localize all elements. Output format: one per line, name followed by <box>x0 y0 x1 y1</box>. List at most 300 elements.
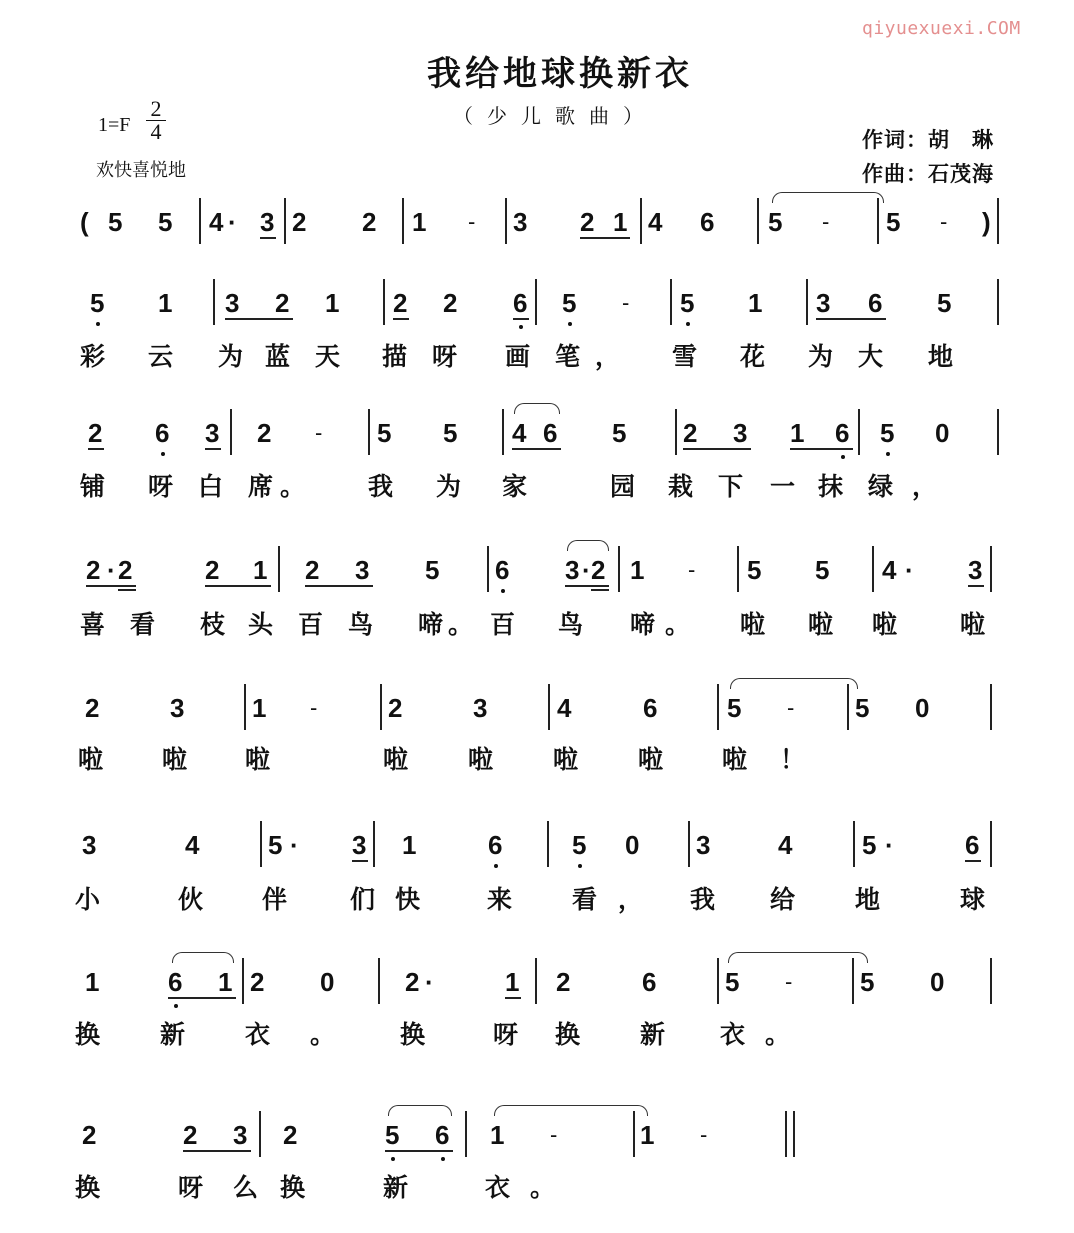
barline <box>535 958 537 1004</box>
note: 3 <box>816 288 831 318</box>
underline <box>505 997 521 999</box>
augmentation-dot: · <box>290 830 299 860</box>
barline <box>505 198 507 244</box>
barline <box>383 279 385 325</box>
slur-arc <box>172 952 234 963</box>
lyric-char: 啦 <box>245 745 271 774</box>
lyric-char: 伙 <box>178 885 204 914</box>
slur-arc <box>567 540 609 551</box>
note: 2 <box>82 1120 97 1150</box>
lyric-char: 蓝 <box>265 342 291 371</box>
barline <box>378 958 380 1004</box>
note: 5 <box>425 555 440 585</box>
lyric-char: 为 <box>436 472 462 501</box>
underline <box>260 237 276 239</box>
lyric-char: 新 <box>383 1173 409 1202</box>
note: 2 <box>257 418 272 448</box>
time-signature <box>146 98 166 143</box>
note: 0 <box>625 830 640 860</box>
augmentation-dot: · <box>582 555 591 585</box>
lyric-char: 啦 <box>383 745 409 774</box>
song-title: 我给地球换新衣 <box>427 54 693 94</box>
lyric-char: 伴 <box>262 885 288 914</box>
note: 2 <box>292 207 307 237</box>
lyric-char: 快 <box>395 885 421 914</box>
lyric-char: 啦 <box>722 745 748 774</box>
lyric-char: 画 <box>505 342 531 371</box>
barline <box>368 409 370 455</box>
beam-underline <box>385 1150 453 1152</box>
note: 3 <box>968 555 983 585</box>
note: 6 <box>700 207 715 237</box>
note: 4 <box>557 693 572 723</box>
note: 6 <box>642 967 657 997</box>
lyric-char: 啦 <box>740 610 766 639</box>
tie-arc <box>494 1105 648 1116</box>
beam-underline <box>512 448 561 450</box>
barline <box>502 409 504 455</box>
lyric-char: 给 <box>770 885 796 914</box>
note: 5 <box>572 830 587 860</box>
octave-low-dot <box>161 452 165 456</box>
note: 6 <box>488 830 503 860</box>
lyric-char: 啦 <box>78 745 104 774</box>
octave-low-dot <box>841 455 845 459</box>
note: ( <box>80 207 89 237</box>
note: 5 <box>860 967 875 997</box>
final-barline <box>785 1111 795 1157</box>
lyric-char: 彩 <box>80 342 106 371</box>
barline <box>853 821 855 867</box>
note: 4 <box>185 830 200 860</box>
barline <box>717 684 719 730</box>
lyric-char: 新 <box>160 1020 186 1049</box>
note: 5 <box>768 207 783 237</box>
note: 5 <box>108 207 123 237</box>
sustain-dash: - <box>822 209 830 234</box>
note: 6 <box>868 288 883 318</box>
sustain-dash: - <box>688 557 696 582</box>
lyric-char: 。 <box>448 610 474 639</box>
lyric-char: 家 <box>502 472 528 501</box>
barline <box>380 684 382 730</box>
lyric-char: 雪 <box>672 342 698 371</box>
note: 4 <box>882 555 897 585</box>
lyric-char: 啦 <box>638 745 664 774</box>
lyric-char: 看 <box>130 610 156 639</box>
lyric-char: 地 <box>928 342 954 371</box>
note: 1 <box>613 207 628 237</box>
barline <box>260 821 262 867</box>
tie-arc <box>728 952 868 963</box>
barline <box>990 546 992 592</box>
octave-low-dot <box>686 322 690 326</box>
lyricist-credit: 作词：胡 琳 <box>862 127 994 152</box>
note: 4 <box>512 418 527 448</box>
note: 1 <box>640 1120 655 1150</box>
note: 5 <box>377 418 392 448</box>
lyric-char: 枝 <box>200 610 226 639</box>
note: 5 <box>612 418 627 448</box>
note: 5 <box>90 288 105 318</box>
site-watermark: qiyuexuexi.COM <box>862 18 1021 39</box>
note: 2 <box>85 693 100 723</box>
note: 3 <box>696 830 711 860</box>
beam-underline <box>168 997 236 999</box>
note: 2 <box>393 288 408 318</box>
octave-low-dot <box>391 1157 395 1161</box>
key-signature: 1=F <box>98 114 131 136</box>
lyric-char: 么 <box>233 1173 259 1202</box>
underline <box>393 318 409 320</box>
note: 2 <box>388 693 403 723</box>
note: 5 <box>886 207 901 237</box>
lyric-char: ， <box>595 342 621 371</box>
note: 6 <box>155 418 170 448</box>
octave-low-dot <box>886 452 890 456</box>
time-numerator: 2 <box>146 98 166 121</box>
beam-underline <box>305 585 373 587</box>
note: 2 <box>86 555 101 585</box>
lyric-char: 铺 <box>80 472 106 501</box>
lyric-char: 栽 <box>668 472 694 501</box>
note: 1 <box>630 555 645 585</box>
underline <box>968 585 984 587</box>
barline <box>858 409 860 455</box>
tie-arc <box>772 192 884 203</box>
lyric-char: 小 <box>75 885 101 914</box>
note: 0 <box>935 418 950 448</box>
lyric-char: 为 <box>808 342 834 371</box>
octave-low-dot <box>96 322 100 326</box>
barline <box>535 279 537 325</box>
barline <box>670 279 672 325</box>
sustain-dash: - <box>468 209 476 234</box>
note: 2 <box>683 418 698 448</box>
note: 2 <box>591 555 606 585</box>
lyric-char: 园 <box>610 472 636 501</box>
note: 2 <box>362 207 377 237</box>
sustain-dash: - <box>787 695 795 720</box>
note: 6 <box>543 418 558 448</box>
augmentation-dot: · <box>905 555 914 585</box>
note: 1 <box>325 288 340 318</box>
lyric-char: 笔 <box>555 342 581 371</box>
underline <box>205 448 221 450</box>
note: 3 <box>355 555 370 585</box>
octave-low-dot <box>519 325 523 329</box>
lyric-char: 抹 <box>818 472 844 501</box>
lyric-char: 为 <box>218 342 244 371</box>
note: 3 <box>565 555 580 585</box>
note: 3 <box>260 207 275 237</box>
lyric-char: 地 <box>855 885 881 914</box>
note: 3 <box>205 418 220 448</box>
lyric-char: 呀 <box>432 342 458 371</box>
barline <box>373 821 375 867</box>
barline <box>487 546 489 592</box>
lyric-char: 衣 <box>245 1020 271 1049</box>
lyric-char: 云 <box>148 342 174 371</box>
note: 2 <box>556 967 571 997</box>
note: 1 <box>218 967 233 997</box>
augmentation-dot: · <box>425 967 434 997</box>
lyric-char: 大 <box>858 342 884 371</box>
barline <box>852 958 854 1004</box>
sustain-dash: - <box>785 969 793 994</box>
lyric-char: 看 <box>572 885 598 914</box>
lyric-char: 喜 <box>80 610 106 639</box>
lyric-char: 换 <box>400 1020 426 1049</box>
lyric-char: 换 <box>75 1020 101 1049</box>
octave-low-dot <box>568 322 572 326</box>
sustain-dash: - <box>622 290 630 315</box>
barline <box>278 546 280 592</box>
barline <box>757 198 759 244</box>
note: 1 <box>158 288 173 318</box>
note: 6 <box>643 693 658 723</box>
octave-low-dot <box>494 864 498 868</box>
note: 3 <box>733 418 748 448</box>
lyric-char: 席 <box>248 472 274 501</box>
note: 4 <box>209 207 224 237</box>
lyric-char: 我 <box>690 885 716 914</box>
note: 5 <box>727 693 742 723</box>
barline <box>997 279 999 325</box>
lyric-char: 啦 <box>468 745 494 774</box>
note: 5 <box>562 288 577 318</box>
underline <box>88 448 104 450</box>
octave-low-dot <box>174 1004 178 1008</box>
lyric-char: 。 <box>665 610 691 639</box>
barline <box>230 409 232 455</box>
note: 2 <box>580 207 595 237</box>
sustain-dash: - <box>550 1122 558 1147</box>
note: 5 <box>937 288 952 318</box>
note: 1 <box>252 693 267 723</box>
lyric-char: ， <box>912 472 938 501</box>
note: 5 <box>815 555 830 585</box>
note: 3 <box>233 1120 248 1150</box>
beam-underline <box>86 585 136 587</box>
note: 6 <box>965 830 980 860</box>
note: 2 <box>118 555 133 585</box>
sustain-dash: - <box>700 1122 708 1147</box>
note: 1 <box>790 418 805 448</box>
barline <box>547 821 549 867</box>
note: 1 <box>412 207 427 237</box>
barline <box>548 684 550 730</box>
lyric-char: 衣 <box>485 1173 511 1202</box>
barline <box>990 684 992 730</box>
underline <box>965 860 981 862</box>
lyric-char: 鸟 <box>348 610 374 639</box>
beam-underline <box>790 448 853 450</box>
barline <box>990 958 992 1004</box>
sustain-dash: - <box>940 209 948 234</box>
note: 3 <box>352 830 367 860</box>
lyric-char: 天 <box>315 342 341 371</box>
note: 5 <box>680 288 695 318</box>
composer-credit: 作曲：石茂海 <box>862 161 994 186</box>
note: 2 <box>305 555 320 585</box>
sustain-dash: - <box>310 695 318 720</box>
barline <box>618 546 620 592</box>
note: 0 <box>320 967 335 997</box>
lyric-char: 我 <box>368 472 394 501</box>
augmentation-dot: · <box>107 555 116 585</box>
note: 5 <box>855 693 870 723</box>
beam-underline <box>565 585 609 587</box>
lyric-char: ！ <box>780 745 806 774</box>
lyric-char: 花 <box>740 342 766 371</box>
note: 1 <box>402 830 417 860</box>
note: 5 <box>158 207 173 237</box>
lyric-char: 啦 <box>162 745 188 774</box>
barline <box>997 409 999 455</box>
lyric-char: 百 <box>298 610 324 639</box>
tempo-marking: 欢快喜悦地 <box>96 160 186 181</box>
beam-underline <box>118 589 136 591</box>
augmentation-dot: · <box>885 830 894 860</box>
lyric-char: 。 <box>530 1173 556 1202</box>
barline <box>213 279 215 325</box>
note: 5 <box>385 1120 400 1150</box>
lyric-char: 呀 <box>493 1020 519 1049</box>
note: 5 <box>725 967 740 997</box>
note: 2 <box>183 1120 198 1150</box>
barline <box>688 821 690 867</box>
barline <box>259 1111 261 1157</box>
note: 0 <box>930 967 945 997</box>
beam-underline <box>591 589 609 591</box>
beam-underline <box>816 318 886 320</box>
barline <box>737 546 739 592</box>
lyric-char: 换 <box>280 1173 306 1202</box>
note: 5 <box>862 830 877 860</box>
lyric-char: 换 <box>555 1020 581 1049</box>
note: 5 <box>747 555 762 585</box>
barline <box>997 198 999 244</box>
lyric-char: 。 <box>280 472 306 501</box>
beam-underline <box>225 318 293 320</box>
note: 2 <box>275 288 290 318</box>
lyric-char: 啦 <box>960 610 986 639</box>
barline <box>465 1111 467 1157</box>
lyric-char: 下 <box>718 472 744 501</box>
barline <box>717 958 719 1004</box>
barline <box>242 958 244 1004</box>
note: 5 <box>880 418 895 448</box>
barline <box>633 1111 635 1157</box>
note: 2 <box>443 288 458 318</box>
octave-low-dot <box>578 864 582 868</box>
note: 3 <box>82 830 97 860</box>
note: 3 <box>225 288 240 318</box>
note: 0 <box>915 693 930 723</box>
note: 3 <box>170 693 185 723</box>
note: 1 <box>253 555 268 585</box>
lyric-char: 呀 <box>178 1173 204 1202</box>
barline <box>990 821 992 867</box>
note: 6 <box>495 555 510 585</box>
note: 4 <box>648 207 663 237</box>
lyric-char: 一 <box>770 472 796 501</box>
barline <box>244 684 246 730</box>
lyric-char: 新 <box>640 1020 666 1049</box>
note: 2 <box>283 1120 298 1150</box>
note: 1 <box>748 288 763 318</box>
beam-underline <box>580 237 630 239</box>
augmentation-dot: · <box>228 207 237 237</box>
note: 6 <box>513 288 528 318</box>
lyric-char: 啼 <box>630 610 656 639</box>
lyric-char: 白 <box>198 472 224 501</box>
note: 2 <box>405 967 420 997</box>
slur-arc <box>514 403 560 414</box>
lyric-char: 啼 <box>418 610 444 639</box>
note: 6 <box>435 1120 450 1150</box>
lyric-char: 们 <box>350 885 376 914</box>
lyric-char: 鸟 <box>558 610 584 639</box>
beam-underline <box>205 585 271 587</box>
barline <box>402 198 404 244</box>
note: 6 <box>835 418 850 448</box>
note: 1 <box>85 967 100 997</box>
lyric-char: 百 <box>490 610 516 639</box>
time-denominator: 4 <box>150 119 162 144</box>
barline <box>806 279 808 325</box>
note: 1 <box>490 1120 505 1150</box>
lyric-char: 球 <box>960 885 986 914</box>
octave-low-dot <box>441 1157 445 1161</box>
slur-arc <box>388 1105 452 1116</box>
underline <box>513 318 529 320</box>
barline <box>872 546 874 592</box>
note: 2 <box>250 967 265 997</box>
octave-low-dot <box>501 589 505 593</box>
note: 3 <box>513 207 528 237</box>
note: 5 <box>268 830 283 860</box>
barline <box>847 684 849 730</box>
beam-underline <box>183 1150 251 1152</box>
note: 2 <box>88 418 103 448</box>
barline <box>877 198 879 244</box>
lyric-char: 。 <box>310 1020 336 1049</box>
lyric-char: ， <box>618 885 644 914</box>
lyric-char: 啦 <box>553 745 579 774</box>
barline <box>640 198 642 244</box>
lyric-char: 。 <box>765 1020 791 1049</box>
note: 3 <box>473 693 488 723</box>
lyric-char: 头 <box>248 610 274 639</box>
barline <box>675 409 677 455</box>
note: 5 <box>443 418 458 448</box>
tie-arc <box>730 678 858 689</box>
barline <box>199 198 201 244</box>
note: 6 <box>168 967 183 997</box>
lyric-char: 换 <box>75 1173 101 1202</box>
lyric-char: 来 <box>487 885 513 914</box>
underline <box>352 860 368 862</box>
lyric-char: 描 <box>382 342 408 371</box>
sustain-dash: - <box>315 420 323 445</box>
note: 1 <box>505 967 520 997</box>
lyric-char: 衣 <box>720 1020 746 1049</box>
lyric-char: 绿 <box>868 472 894 501</box>
song-subtitle: （少儿歌曲） <box>453 104 657 128</box>
beam-underline <box>683 448 751 450</box>
